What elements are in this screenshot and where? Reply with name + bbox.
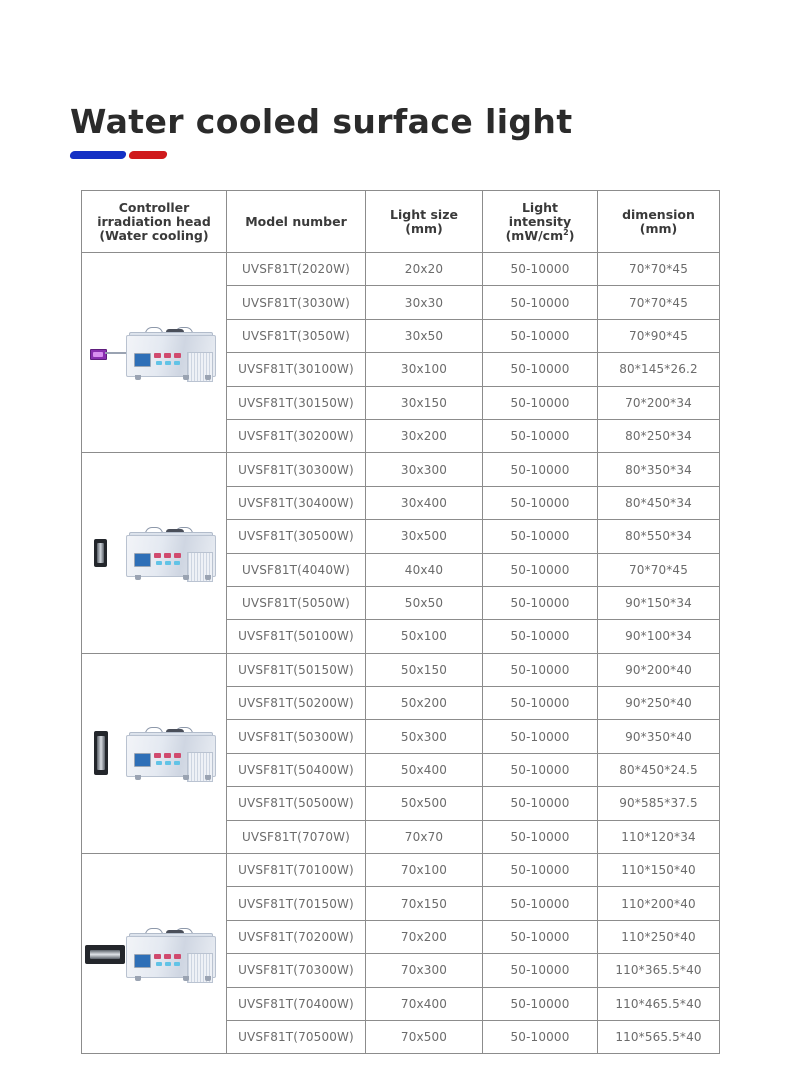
dimension-cell: 110*120*34	[598, 820, 720, 853]
light-intensity-cell: 50-10000	[483, 486, 598, 519]
light-intensity-cell: 50-10000	[483, 987, 598, 1020]
model-cell: UVSF81T(3050W)	[227, 319, 366, 352]
accent-bar-blue	[69, 151, 127, 159]
column-header-light-size	[366, 191, 483, 253]
uv-emitter-window	[97, 736, 105, 770]
model-cell: UVSF81T(50100W)	[227, 620, 366, 653]
light-intensity-cell: 50-10000	[483, 687, 598, 720]
uv-head-spot-icon	[90, 349, 124, 358]
dimension-cell: 90*250*40	[598, 687, 720, 720]
light-intensity-cell: 50-10000	[483, 1020, 598, 1053]
light-size-cell: 30x300	[366, 453, 483, 486]
controller-foot	[183, 775, 189, 780]
model-cell: UVSF81T(30100W)	[227, 353, 366, 386]
controller-button-row-lower	[156, 361, 184, 365]
light-intensity-cell: 50-10000	[483, 453, 598, 486]
table-row	[82, 854, 720, 887]
light-size-cell: 50x300	[366, 720, 483, 753]
dimension-cell: 90*150*34	[598, 586, 720, 619]
model-cell: UVSF81T(7070W)	[227, 820, 366, 853]
model-cell: UVSF81T(30400W)	[227, 486, 366, 519]
controller-body	[126, 936, 216, 978]
water-cooling-controller-icon	[126, 527, 214, 581]
dimension-cell: 110*200*40	[598, 887, 720, 920]
title-block	[70, 102, 730, 161]
dimension-cell: 70*70*45	[598, 253, 720, 286]
model-cell: UVSF81T(5050W)	[227, 586, 366, 619]
uv-emitter-window	[90, 950, 120, 959]
light-size-cell: 50x500	[366, 787, 483, 820]
product-image-cell	[82, 453, 227, 653]
model-cell: UVSF81T(30500W)	[227, 520, 366, 553]
header-dimension-line2: (mm)	[639, 220, 678, 236]
model-cell: UVSF81T(50400W)	[227, 753, 366, 786]
model-cell: UVSF81T(30150W)	[227, 386, 366, 419]
header-dimension-line1: dimension	[622, 206, 695, 222]
accent-bar-red	[128, 151, 168, 159]
dimension-cell: 90*100*34	[598, 620, 720, 653]
dimension-cell: 90*350*40	[598, 720, 720, 753]
controller-foot	[135, 775, 141, 780]
model-cell: UVSF81T(50300W)	[227, 720, 366, 753]
light-intensity-cell: 50-10000	[483, 887, 598, 920]
controller-with-purple-spot-head	[82, 253, 227, 452]
column-header-model-number	[227, 191, 366, 253]
light-size-cell: 30x400	[366, 486, 483, 519]
header-controller-line1: Controller	[118, 199, 190, 215]
dimension-cell: 110*565.5*40	[598, 1020, 720, 1053]
dimension-cell: 90*585*37.5	[598, 787, 720, 820]
controller-body	[126, 535, 216, 577]
column-header-dimension	[598, 191, 720, 253]
table-row	[82, 453, 720, 486]
light-size-cell: 50x200	[366, 687, 483, 720]
model-cell: UVSF81T(2020W)	[227, 253, 366, 286]
controller-body	[126, 335, 216, 377]
dimension-cell: 70*200*34	[598, 386, 720, 419]
model-cell: UVSF81T(50200W)	[227, 687, 366, 720]
dimension-cell: 80*145*26.2	[598, 353, 720, 386]
controller-display-screen	[134, 753, 151, 767]
controller-button-row-upper	[154, 353, 188, 358]
water-cooling-controller-icon	[126, 727, 214, 781]
model-cell: UVSF81T(50500W)	[227, 787, 366, 820]
table-row	[82, 253, 720, 286]
controller-button-row-lower	[156, 962, 184, 966]
header-model-number-label: Model number	[245, 213, 347, 229]
water-cooling-controller-icon	[126, 928, 214, 982]
light-size-cell: 30x500	[366, 520, 483, 553]
specification-table	[81, 190, 720, 1054]
controller-with-tall-vertical-head	[82, 654, 227, 853]
dimension-cell: 70*70*45	[598, 286, 720, 319]
light-intensity-cell: 50-10000	[483, 753, 598, 786]
uv-head-cable	[105, 352, 127, 354]
model-cell: UVSF81T(30200W)	[227, 419, 366, 452]
model-cell: UVSF81T(70400W)	[227, 987, 366, 1020]
model-cell: UVSF81T(70300W)	[227, 954, 366, 987]
light-size-cell: 70x300	[366, 954, 483, 987]
dimension-cell: 110*465.5*40	[598, 987, 720, 1020]
dimension-cell: 110*250*40	[598, 920, 720, 953]
controller-foot	[205, 775, 211, 780]
light-intensity-cell: 50-10000	[483, 286, 598, 319]
title-accent-underline	[70, 151, 190, 161]
product-image-cell	[82, 854, 227, 1054]
unit-superscript: 2	[563, 227, 569, 237]
light-intensity-cell: 50-10000	[483, 553, 598, 586]
table-header	[82, 191, 720, 253]
controller-foot	[183, 976, 189, 981]
light-intensity-cell: 50-10000	[483, 653, 598, 686]
light-size-cell: 30x150	[366, 386, 483, 419]
uv-head-vertical-tall-icon	[94, 731, 108, 775]
header-light-size-line2: (mm)	[405, 220, 443, 236]
model-cell: UVSF81T(70150W)	[227, 887, 366, 920]
dimension-cell: 80*450*24.5	[598, 753, 720, 786]
light-intensity-cell: 50-10000	[483, 854, 598, 887]
column-header-light-intensity	[483, 191, 598, 253]
controller-display-screen	[134, 954, 151, 968]
controller-button-row-lower	[156, 561, 184, 565]
header-controller-line3: (Water cooling)	[99, 227, 209, 243]
controller-foot	[183, 575, 189, 580]
light-size-cell: 50x100	[366, 620, 483, 653]
uv-head-vertical-small-icon	[94, 539, 107, 567]
light-size-cell: 70x70	[366, 820, 483, 853]
header-row	[82, 191, 720, 253]
light-size-cell: 70x150	[366, 887, 483, 920]
header-controller-line2: irradiation head	[97, 213, 211, 229]
dimension-cell: 80*350*34	[598, 453, 720, 486]
light-size-cell: 50x400	[366, 753, 483, 786]
light-size-cell: 30x200	[366, 419, 483, 452]
light-intensity-cell: 50-10000	[483, 787, 598, 820]
model-cell: UVSF81T(70500W)	[227, 1020, 366, 1053]
header-light-size-line1: Light size	[390, 206, 458, 222]
controller-foot	[135, 575, 141, 580]
light-size-cell: 40x40	[366, 553, 483, 586]
controller-display-screen	[134, 353, 151, 367]
controller-button-row-upper	[154, 553, 188, 558]
water-cooling-controller-icon	[126, 327, 214, 381]
controller-display-screen	[134, 553, 151, 567]
table-row	[82, 653, 720, 686]
dimension-cell: 110*365.5*40	[598, 954, 720, 987]
controller-button-row-upper	[154, 954, 188, 959]
header-light-intensity-line2: intensity	[508, 213, 572, 229]
light-intensity-cell: 50-10000	[483, 520, 598, 553]
controller-foot	[183, 375, 189, 380]
spec-table-container	[81, 190, 719, 1054]
light-intensity-cell: 50-10000	[483, 820, 598, 853]
light-intensity-cell: 50-10000	[483, 954, 598, 987]
uv-head-housing	[90, 349, 107, 360]
dimension-cell: 90*200*40	[598, 653, 720, 686]
dimension-cell: 70*90*45	[598, 319, 720, 352]
table-body	[82, 253, 720, 1054]
light-intensity-cell: 50-10000	[483, 319, 598, 352]
light-size-cell: 20x20	[366, 253, 483, 286]
model-cell: UVSF81T(70200W)	[227, 920, 366, 953]
controller-body	[126, 735, 216, 777]
controller-button-row-upper	[154, 753, 188, 758]
dimension-cell: 80*250*34	[598, 419, 720, 452]
light-size-cell: 30x30	[366, 286, 483, 319]
light-intensity-cell: 50-10000	[483, 586, 598, 619]
controller-button-row-lower	[156, 761, 184, 765]
light-size-cell: 30x50	[366, 319, 483, 352]
controller-foot	[205, 375, 211, 380]
model-cell: UVSF81T(50150W)	[227, 653, 366, 686]
model-cell: UVSF81T(30300W)	[227, 453, 366, 486]
unit-prefix: (mW/cm	[505, 227, 564, 243]
light-intensity-cell: 50-10000	[483, 720, 598, 753]
light-intensity-cell: 50-10000	[483, 353, 598, 386]
product-image-cell	[82, 653, 227, 853]
controller-foot	[205, 976, 211, 981]
light-size-cell: 70x200	[366, 920, 483, 953]
light-intensity-cell: 50-10000	[483, 419, 598, 452]
controller-with-wide-horizontal-head	[82, 854, 227, 1053]
light-size-cell: 50x50	[366, 586, 483, 619]
page-title: Water cooled surface light	[70, 102, 573, 141]
light-size-cell: 70x500	[366, 1020, 483, 1053]
column-header-controller	[82, 191, 227, 253]
product-image-cell	[82, 253, 227, 453]
dimension-cell: 80*450*34	[598, 486, 720, 519]
light-intensity-cell: 50-10000	[483, 920, 598, 953]
light-size-cell: 70x400	[366, 987, 483, 1020]
controller-with-small-vertical-head	[82, 453, 227, 652]
model-cell: UVSF81T(4040W)	[227, 553, 366, 586]
light-size-cell: 50x150	[366, 653, 483, 686]
uv-head-horizontal-icon	[85, 945, 125, 964]
light-intensity-cell: 50-10000	[483, 620, 598, 653]
uv-emitter-window	[97, 543, 104, 563]
model-cell: UVSF81T(70100W)	[227, 854, 366, 887]
model-cell: UVSF81T(3030W)	[227, 286, 366, 319]
dimension-cell: 70*70*45	[598, 553, 720, 586]
light-size-cell: 30x100	[366, 353, 483, 386]
light-size-cell: 70x100	[366, 854, 483, 887]
uv-emitter-window	[93, 352, 103, 357]
header-light-intensity-unit	[485, 229, 595, 243]
controller-foot	[135, 976, 141, 981]
header-light-intensity-line1: Light	[521, 199, 559, 215]
controller-foot	[205, 575, 211, 580]
dimension-cell: 110*150*40	[598, 854, 720, 887]
light-intensity-cell: 50-10000	[483, 253, 598, 286]
unit-suffix: )	[568, 227, 575, 243]
controller-foot	[135, 375, 141, 380]
light-intensity-cell: 50-10000	[483, 386, 598, 419]
dimension-cell: 80*550*34	[598, 520, 720, 553]
